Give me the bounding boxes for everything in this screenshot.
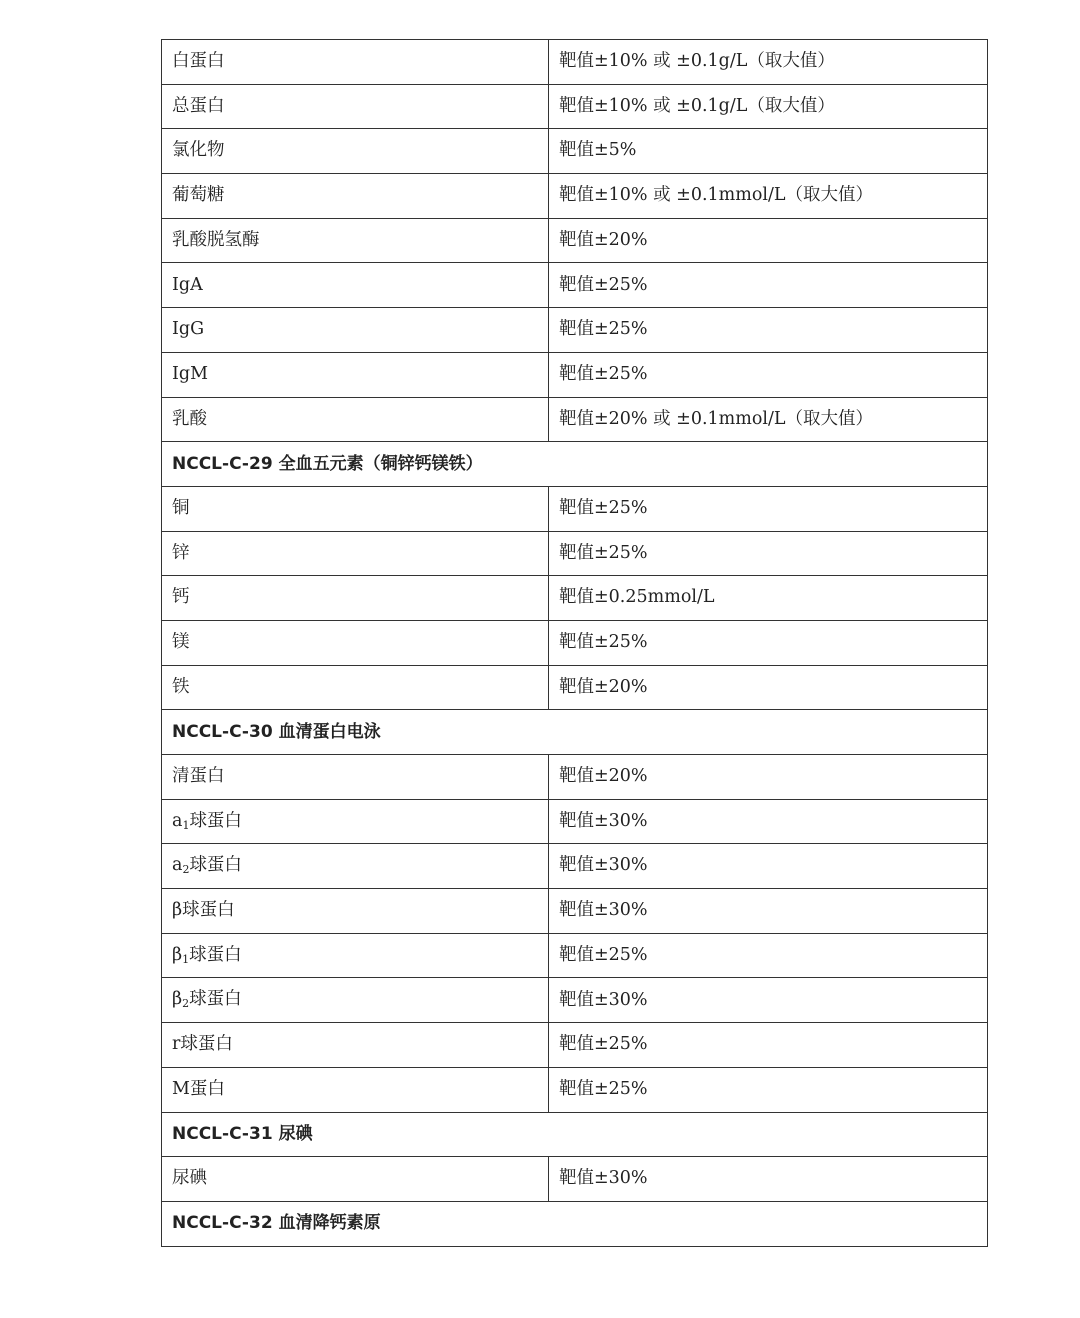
item-name: 球蛋白	[189, 989, 242, 1010]
item-name: 球蛋白	[189, 944, 242, 965]
item-name-prefix: β	[172, 989, 183, 1010]
table-row	[162, 665, 988, 710]
table-row	[162, 620, 988, 665]
table-row	[162, 263, 988, 308]
item-name-cell	[162, 486, 549, 531]
table-row	[162, 129, 988, 174]
item-name: 尿碘	[172, 1168, 207, 1189]
item-name-cell	[162, 978, 549, 1023]
item-name-cell	[162, 576, 549, 621]
section-header-row	[162, 442, 988, 487]
item-name: 铜	[172, 497, 190, 518]
table-row	[162, 1067, 988, 1112]
item-name: IgM	[172, 363, 209, 384]
criterion-cell: 靶值±30%	[549, 1157, 988, 1202]
item-name: 球蛋白	[182, 900, 235, 921]
item-name-prefix: a	[172, 855, 183, 876]
item-name-cell	[162, 1067, 549, 1112]
item-name-cell	[162, 1023, 549, 1068]
section-header-row	[162, 710, 988, 755]
table-row	[162, 397, 988, 442]
criterion-cell: 靶值±10% 或 ±0.1g/L（取大值）	[549, 84, 988, 129]
item-name-cell	[162, 889, 549, 934]
section-header-row	[162, 1112, 988, 1157]
criterion-cell: 靶值±25%	[549, 263, 988, 308]
item-name-cell	[162, 40, 549, 85]
item-name: 白蛋白	[172, 51, 225, 72]
table-row	[162, 889, 988, 934]
table-row	[162, 174, 988, 219]
item-name-cell	[162, 933, 549, 978]
item-name-cell	[162, 397, 549, 442]
table-row	[162, 799, 988, 844]
criteria-table	[161, 39, 988, 1247]
table-row	[162, 933, 988, 978]
item-name: 球蛋白	[180, 1034, 233, 1055]
item-name: 葡萄糖	[172, 185, 225, 206]
item-name-subscript: 1	[182, 818, 190, 832]
section-title: NCCL-C-31 尿碘	[162, 1112, 988, 1157]
table-row	[162, 576, 988, 621]
table-row	[162, 1157, 988, 1202]
criterion-cell: 靶值±30%	[549, 844, 988, 889]
criterion-cell: 靶值±25%	[549, 352, 988, 397]
table-row	[162, 218, 988, 263]
section-title: NCCL-C-32 血清降钙素原	[162, 1201, 988, 1246]
table-row	[162, 352, 988, 397]
item-name-cell	[162, 352, 549, 397]
criteria-table-body	[162, 40, 988, 1247]
table-row	[162, 486, 988, 531]
item-name-cell	[162, 799, 549, 844]
item-name-cell	[162, 755, 549, 800]
criterion-cell: 靶值±10% 或 ±0.1g/L（取大值）	[549, 40, 988, 85]
criterion-cell: 靶值±20%	[549, 218, 988, 263]
item-name-subscript: 2	[182, 863, 190, 877]
criterion-cell: 靶值±10% 或 ±0.1mmol/L（取大值）	[549, 174, 988, 219]
criterion-cell: 靶值±5%	[549, 129, 988, 174]
table-row	[162, 84, 988, 129]
item-name-cell	[162, 1157, 549, 1202]
item-name-subscript: 1	[182, 952, 190, 966]
item-name: 钙	[172, 587, 190, 608]
item-name-subscript: 2	[182, 997, 190, 1011]
criterion-cell: 靶值±30%	[549, 889, 988, 934]
item-name: 乳酸	[172, 408, 207, 429]
item-name: 铁	[172, 676, 190, 697]
item-name-prefix: M	[172, 1078, 190, 1099]
item-name-cell	[162, 308, 549, 353]
item-name: 球蛋白	[189, 855, 242, 876]
item-name-prefix: r	[172, 1034, 181, 1055]
item-name-cell	[162, 620, 549, 665]
item-name: 球蛋白	[189, 810, 242, 831]
item-name-cell	[162, 129, 549, 174]
item-name-cell	[162, 84, 549, 129]
item-name-cell	[162, 218, 549, 263]
table-row	[162, 40, 988, 85]
criterion-cell: 靶值±25%	[549, 531, 988, 576]
criterion-cell: 靶值±20%	[549, 755, 988, 800]
item-name-cell	[162, 174, 549, 219]
item-name: 乳酸脱氢酶	[172, 229, 260, 250]
item-name-prefix: β	[172, 944, 183, 965]
item-name: IgA	[172, 274, 203, 295]
criterion-cell: 靶值±20%	[549, 665, 988, 710]
criterion-cell: 靶值±0.25mmol/L	[549, 576, 988, 621]
table-row	[162, 308, 988, 353]
criterion-cell: 靶值±25%	[549, 1023, 988, 1068]
item-name: 总蛋白	[172, 95, 225, 116]
item-name-cell	[162, 844, 549, 889]
table-row	[162, 1023, 988, 1068]
item-name-prefix: β	[172, 900, 183, 921]
table-row	[162, 531, 988, 576]
criterion-cell: 靶值±25%	[549, 620, 988, 665]
criterion-cell: 靶值±25%	[549, 308, 988, 353]
item-name-cell	[162, 263, 549, 308]
item-name: IgG	[172, 319, 205, 340]
criterion-cell: 靶值±30%	[549, 978, 988, 1023]
item-name-cell	[162, 531, 549, 576]
criterion-cell: 靶值±25%	[549, 486, 988, 531]
criterion-cell: 靶值±25%	[549, 1067, 988, 1112]
item-name: 清蛋白	[172, 766, 225, 787]
table-row	[162, 844, 988, 889]
criterion-cell: 靶值±25%	[549, 933, 988, 978]
item-name-prefix: a	[172, 810, 183, 831]
item-name: 氯化物	[172, 140, 225, 161]
item-name: 镁	[172, 632, 190, 653]
table-row	[162, 755, 988, 800]
section-title: NCCL-C-30 血清蛋白电泳	[162, 710, 988, 755]
item-name: 蛋白	[189, 1078, 225, 1099]
section-title: NCCL-C-29 全血五元素（铜锌钙镁铁）	[162, 442, 988, 487]
criterion-cell: 靶值±20% 或 ±0.1mmol/L（取大值）	[549, 397, 988, 442]
item-name-cell	[162, 665, 549, 710]
criterion-cell: 靶值±30%	[549, 799, 988, 844]
item-name: 锌	[172, 542, 190, 563]
table-row	[162, 978, 988, 1023]
section-header-row	[162, 1201, 988, 1246]
